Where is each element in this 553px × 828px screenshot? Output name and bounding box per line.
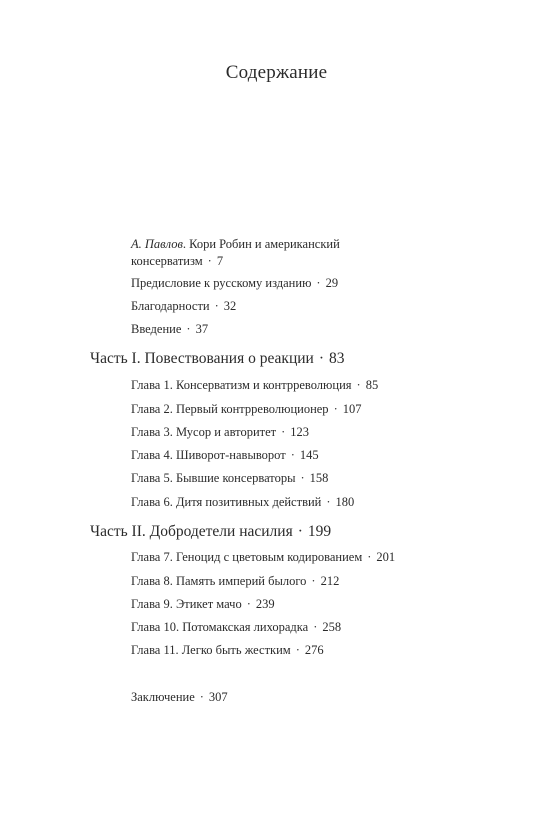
toc-page-number: 307 bbox=[208, 690, 228, 704]
toc-separator: · bbox=[214, 299, 219, 313]
toc-chapter-6 bbox=[131, 494, 401, 511]
toc-separator: · bbox=[316, 276, 321, 290]
toc-chapter-9 bbox=[131, 596, 401, 613]
toc-entry-text: Благодарности bbox=[131, 299, 210, 313]
toc-separator: · bbox=[300, 471, 305, 485]
toc-page-number: 29 bbox=[325, 276, 339, 290]
toc-entry-conclusion bbox=[131, 689, 401, 706]
toc-entry-text: Глава 2. Первый контрреволюционер bbox=[131, 402, 329, 416]
toc-entry-text: Глава 9. Этикет мачо bbox=[131, 597, 242, 611]
toc-page-number: 180 bbox=[335, 495, 355, 509]
toc-page-number: 37 bbox=[195, 322, 209, 336]
toc-page-number: 85 bbox=[365, 378, 379, 392]
toc-page-number: 83 bbox=[329, 350, 345, 367]
toc-chapter-10 bbox=[131, 619, 401, 636]
toc-entry-author: А. Павлов bbox=[131, 237, 183, 251]
toc-part-label: Часть I. Повествования о реакции bbox=[90, 350, 314, 367]
toc-entry-text: Глава 11. Легко быть жестким bbox=[131, 643, 291, 657]
toc-page-number: 123 bbox=[290, 425, 310, 439]
toc-entry-text: Заключение bbox=[131, 690, 195, 704]
toc-chapter-2 bbox=[131, 401, 401, 418]
toc-chapter-1 bbox=[131, 377, 401, 394]
toc-chapter-4 bbox=[131, 447, 401, 464]
toc-page-number: 158 bbox=[309, 471, 329, 485]
toc-separator: · bbox=[367, 550, 372, 564]
toc-entry-text: Глава 1. Консерватизм и контрреволюция bbox=[131, 378, 352, 392]
toc-part-2 bbox=[90, 522, 420, 542]
toc-entry-text: Глава 8. Память империй былого bbox=[131, 574, 307, 588]
toc-page-number: 258 bbox=[322, 620, 342, 634]
toc-entry-preface bbox=[131, 275, 401, 292]
toc-entry-text: Предисловие к русскому изданию bbox=[131, 276, 312, 290]
toc-separator: · bbox=[326, 495, 331, 509]
toc-entry-acknowledgments bbox=[131, 298, 401, 315]
toc-separator: · bbox=[356, 378, 361, 392]
toc-separator: · bbox=[313, 620, 318, 634]
toc-chapter-3 bbox=[131, 424, 401, 441]
toc-entry-introduction bbox=[131, 321, 401, 338]
toc-separator: · bbox=[199, 690, 204, 704]
toc-separator: · bbox=[246, 597, 251, 611]
toc-page-number: 107 bbox=[342, 402, 362, 416]
toc-page-number: 199 bbox=[307, 523, 332, 540]
toc-separator: · bbox=[311, 574, 316, 588]
toc-part-1 bbox=[90, 349, 420, 369]
toc-chapter-7 bbox=[131, 549, 401, 566]
toc-separator: · bbox=[207, 254, 212, 268]
toc-separator: · bbox=[318, 350, 325, 367]
toc-page-number: 212 bbox=[320, 574, 340, 588]
toc-separator: · bbox=[333, 402, 338, 416]
toc-entry-text: Глава 5. Бывшие консерваторы bbox=[131, 471, 296, 485]
toc-page-number: 239 bbox=[255, 597, 275, 611]
toc-separator: · bbox=[297, 523, 303, 540]
toc-chapter-5 bbox=[131, 470, 401, 487]
toc-separator: · bbox=[295, 643, 300, 657]
toc-page-number: 32 bbox=[223, 299, 237, 313]
toc-page-number: 145 bbox=[299, 448, 319, 462]
toc-separator: · bbox=[281, 425, 286, 439]
toc-chapter-8 bbox=[131, 573, 401, 590]
toc-entry-text: Глава 6. Дитя позитивных действий bbox=[131, 495, 322, 509]
toc-part-label: Часть II. Добродетели насилия bbox=[90, 523, 293, 540]
toc-entry-text: Введение bbox=[131, 322, 182, 336]
toc-separator: · bbox=[186, 322, 191, 336]
page-title: Содержание bbox=[225, 62, 328, 83]
toc-page-number: 276 bbox=[304, 643, 324, 657]
toc-entry-text: . Кори Робин и американский консерватизм bbox=[131, 237, 340, 268]
toc-page-number: 7 bbox=[216, 254, 224, 268]
toc-entry-text: Глава 7. Геноцид с цветовым кодированием bbox=[131, 550, 363, 564]
toc-chapter-11 bbox=[131, 642, 401, 659]
toc-entry-text: Глава 10. Потомакская лихорадка bbox=[131, 620, 309, 634]
toc-page-number: 201 bbox=[376, 550, 396, 564]
toc-entry-text: Глава 3. Мусор и авторитет bbox=[131, 425, 277, 439]
toc-entry-foreword-pavlov bbox=[131, 236, 401, 270]
toc-entry-text: Глава 4. Шиворот-навыворот bbox=[131, 448, 286, 462]
toc-separator: · bbox=[290, 448, 295, 462]
